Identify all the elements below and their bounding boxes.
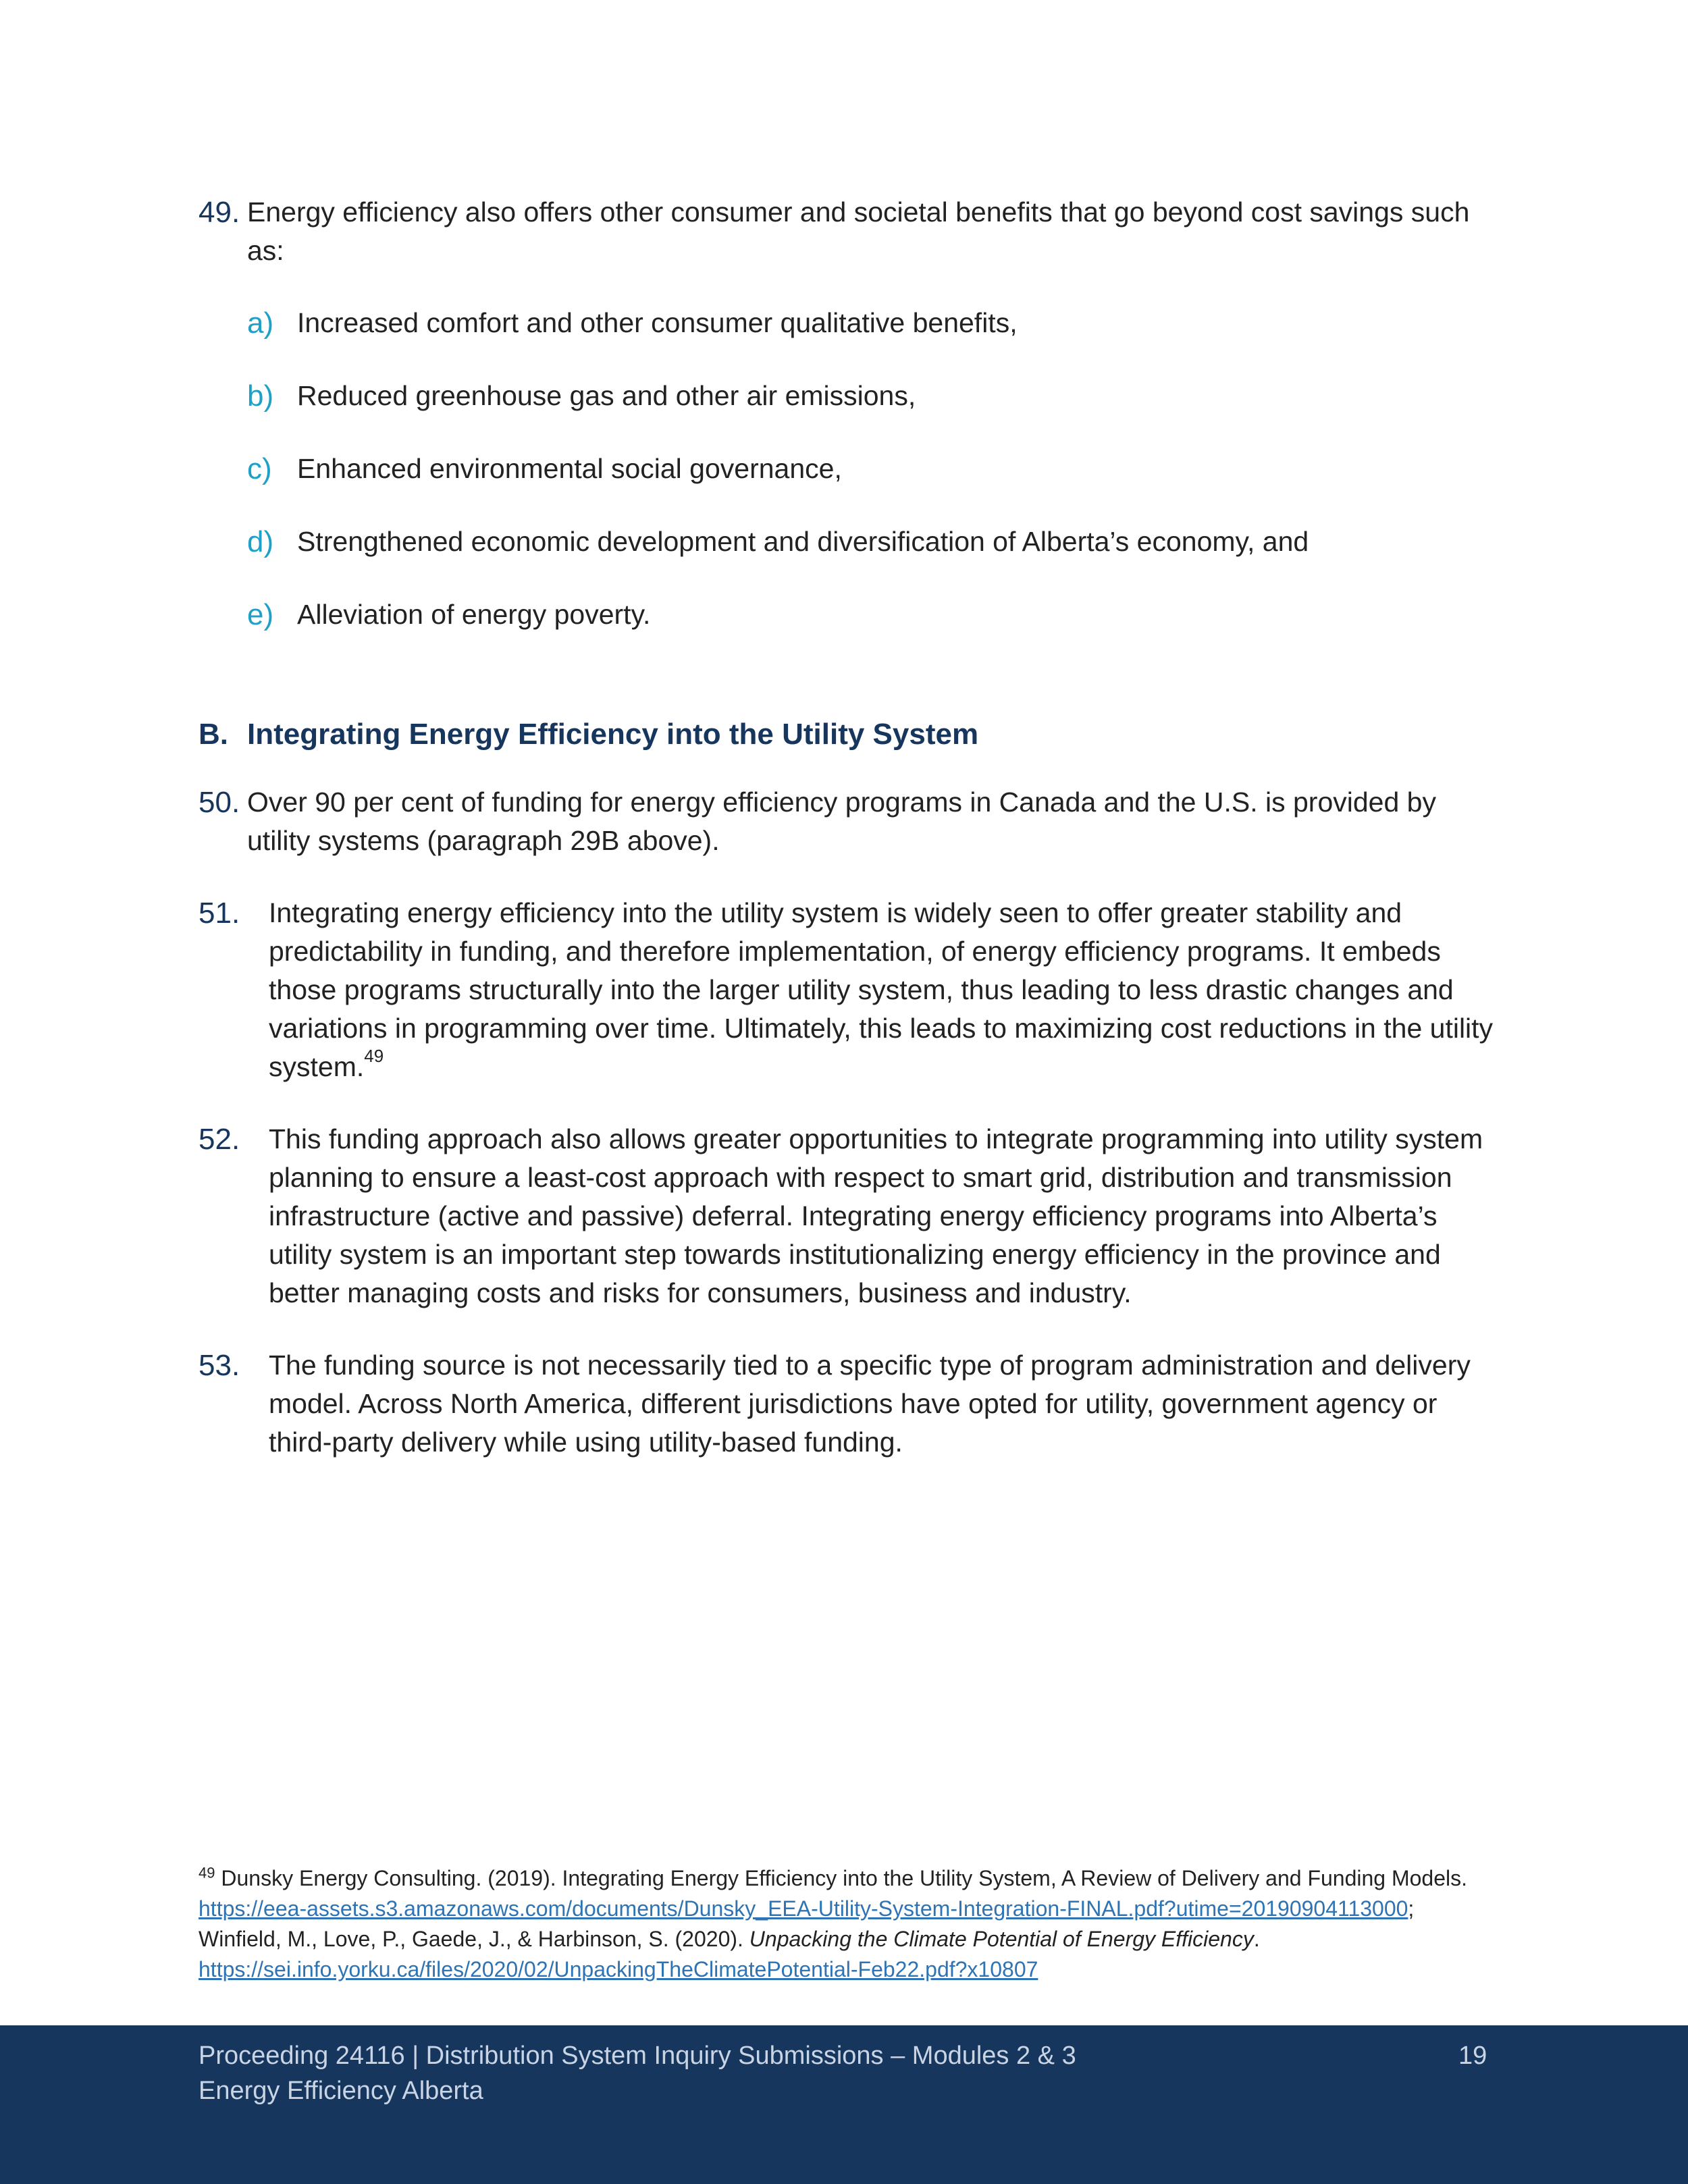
list-letter: d) <box>247 525 274 558</box>
page-number: 19 <box>1458 2042 1487 2070</box>
paragraph-text: This funding approach also allows greater opportunities to integrate programming into utility system planning to ensure a least-cost approach with respect to smart grid, distribution and transmission infrastructure (active and passive) deferral. Integrating energy efficiency programs into Alberta’s utility system is an important step towards institutionalizing energy efficiency in the province and better managing costs and risks for consumers, business and industry. <box>269 1123 1483 1308</box>
section-title: Integrating Energy Efficiency into the Utility System <box>247 718 979 751</box>
footnote-text: . <box>1253 1927 1260 1951</box>
list-letter: a) <box>247 307 274 340</box>
document-body <box>199 193 1502 1495</box>
section-heading <box>199 715 1502 753</box>
section-letter: B. <box>199 718 228 751</box>
list-item <box>247 304 1502 342</box>
paragraph-50 <box>199 783 1502 860</box>
paragraph-number: 53. <box>199 1349 240 1382</box>
footnote-link-yorku[interactable]: https://sei.info.yorku.ca/files/2020/02/UnpackingTheClimatePotential-Feb22.pdf?x10807 <box>199 1957 1038 1981</box>
list-letter: c) <box>247 452 272 485</box>
footnote-49 <box>199 1863 1502 1985</box>
list-item-text: Reduced greenhouse gas and other air emissions, <box>297 380 916 411</box>
benefits-list <box>247 304 1502 634</box>
footnote-text: ; Winfield, M., Love, P., Gaede, J., & Harbinson, S. (2020). <box>199 1896 1415 1951</box>
paragraph-number: 51. <box>199 897 240 930</box>
paragraph-51 <box>199 894 1502 1086</box>
list-item <box>247 595 1502 634</box>
paragraph-text: Integrating energy efficiency into the utility system is widely seen to offer greater stability and predictability in funding, and therefore implementation, of energy efficiency programs. It embeds those programs structurally into the larger utility system, thus leading to less drastic changes and variations in programming over time. Ultimately, this leads to maximizing cost reductions in the utility system. <box>269 897 1494 1082</box>
list-letter: b) <box>247 379 274 412</box>
paragraph-number: 52. <box>199 1123 240 1156</box>
footer-organization: Energy Efficiency Alberta <box>199 2077 483 2105</box>
footnote-mark: 49 <box>199 1864 215 1882</box>
list-item-text: Increased comfort and other consumer qualitative benefits, <box>297 307 1018 338</box>
paragraph-text: Energy efficiency also offers other consumer and societal benefits that go beyond cost savings such as: <box>247 196 1470 266</box>
list-item <box>247 523 1502 561</box>
paragraph-number: 50. <box>199 786 240 819</box>
list-item-text: Enhanced environmental social governance, <box>297 453 842 484</box>
list-item <box>247 377 1502 415</box>
list-letter: e) <box>247 598 274 631</box>
paragraph-53 <box>199 1346 1502 1462</box>
page-footer <box>0 2025 1688 2184</box>
footer-proceeding: Proceeding 24116 | Distribution System Inquiry Submissions – Modules 2 & 3 <box>199 2042 1076 2070</box>
list-item-text: Alleviation of energy poverty. <box>297 599 651 630</box>
list-item <box>247 450 1502 488</box>
footnote-reference[interactable]: 49 <box>364 1046 384 1067</box>
footnote-text: Dunsky Energy Consulting. (2019). Integrating Energy Efficiency into the Utility System, A Review of Delivery and Funding Models. <box>215 1866 1468 1890</box>
footnote-title: Unpacking the Climate Potential of Energy Efficiency <box>749 1927 1254 1951</box>
paragraph-number: 49. <box>199 196 240 229</box>
paragraph-text: The funding source is not necessarily tied to a specific type of program administration and delivery model. Across North America, different jurisdictions have opted for utility, government agency or third-party delivery while using utility-based funding. <box>269 1350 1471 1458</box>
paragraph-text: Over 90 per cent of funding for energy efficiency programs in Canada and the U.S. is provided by utility systems (paragraph 29B above). <box>247 787 1436 856</box>
paragraph-52 <box>199 1120 1502 1312</box>
list-item-text: Strengthened economic development and diversification of Alberta’s economy, and <box>297 526 1309 557</box>
footnote-link-dunsky[interactable]: https://eea-assets.s3.amazonaws.com/documents/Dunsky_EEA-Utility-System-Integration-FINAL.pdf?utime=20190904113000 <box>199 1896 1408 1921</box>
paragraph-49 <box>199 193 1502 270</box>
